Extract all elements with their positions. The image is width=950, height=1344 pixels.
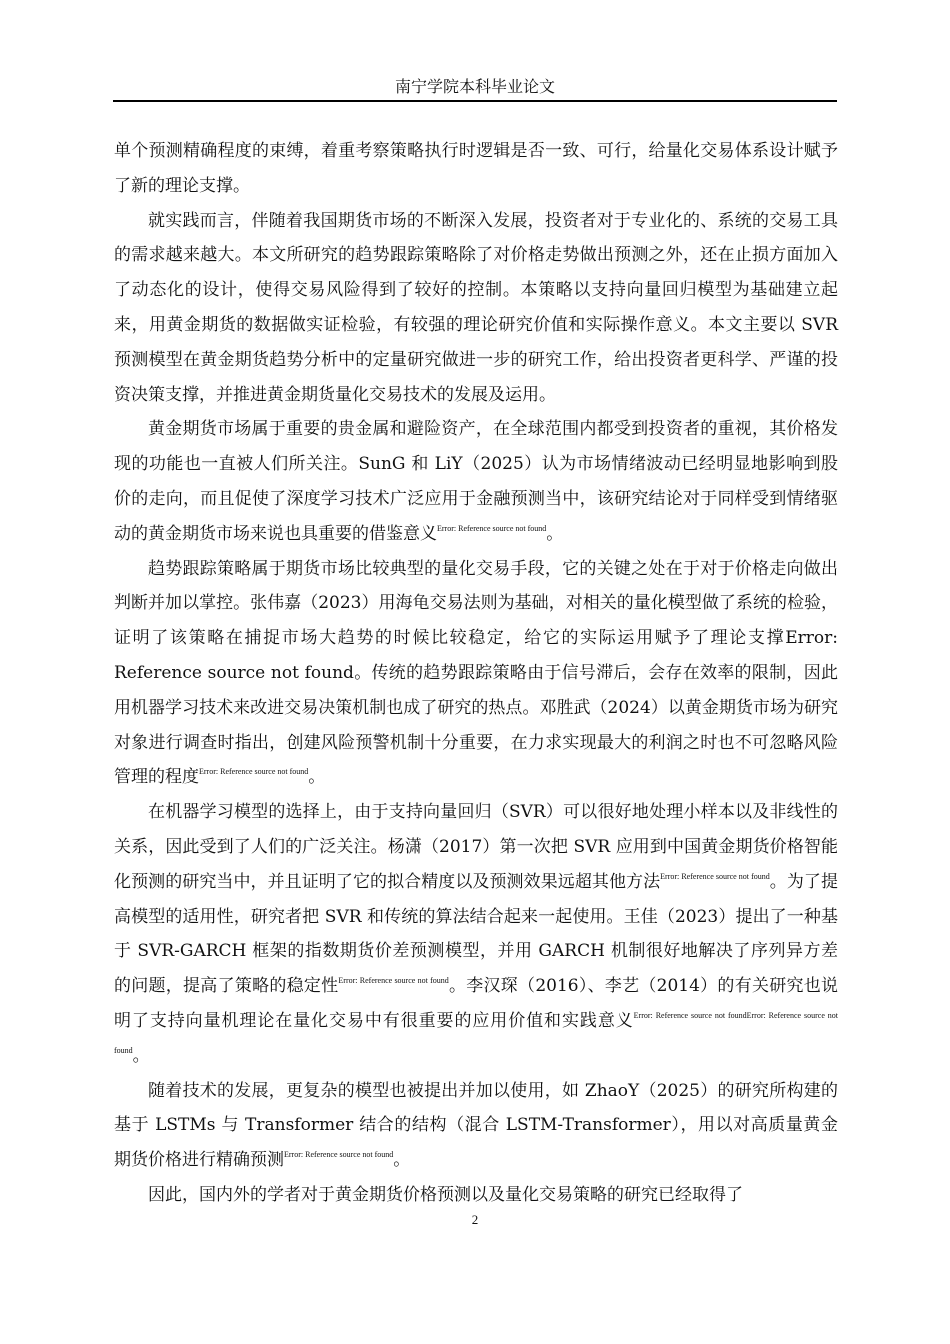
citation-reference: Error: Reference source not found bbox=[284, 1150, 394, 1160]
paragraph-text: 就实践而言，伴随着我国期货市场的不断深入发展，投资者对于专业化的、系统的交易工具的需求越来越大。本文所研究的趋势跟踪策略除了对价格走势做出预测之外，还在止损方面加入了动态化的设计，使得交易风险得到了较好的控制。本策略以支持向量回归模型为基础建立起来，用黄金期货的数据做实证检验，有较强的理论研究价值和实际操作意义。本文主要以 SVR 预测模型在黄金期货趋势分析中的定量研究做进一步的研究工作，给出投资者更科学、严谨的投资决策支撑，并推进黄金期货量化交易技术的发展及运用。 bbox=[114, 210, 838, 405]
paragraph-text: 。 bbox=[308, 767, 326, 788]
body-paragraph bbox=[114, 795, 838, 1073]
paragraph-text: 黄金期货市场属于重要的贵金属和避险资产，在全球范围内都受到投资者的重视，其价格发现的功能也一直被人们所关注。SunG 和 LiY（2025）认为市场情绪波动已经明显地影响到股价的走向，而且促使了深度学习技术广泛应用于金融预测当中，该研究结论对于同样受到情绪驱动的黄金期货市场来说也具重要的借鉴意义 bbox=[114, 419, 838, 544]
header-divider bbox=[113, 100, 837, 102]
paragraph-text: 因此，国内外的学者对于黄金期货价格预测以及量化交易策略的研究已经取得了 bbox=[148, 1184, 743, 1205]
paragraph-text: 在机器学习模型的选择上，由于支持向量回归（SVR）可以很好地处理小样本以及非线性的关系，因此受到了人们的广泛关注。杨潇（2017）第一次把 SVR 应用到中国黄金期货价格智能化预测的研究当中，并且证明了它的拟合精度以及预测效果远超其他方法 bbox=[114, 802, 838, 892]
paragraph-text: 。 bbox=[132, 1045, 150, 1066]
paragraph-text: 。为了提高模型的适用性，研究者把 SVR 和传统的算法结合起来一起使用。王佳（2023）提出了一种基于 SVR-GARCH 框架的指数期货价差预测模型，并用 GARCH 机制很好地解决了序列异方差的问题，提高了策略的稳定性 bbox=[114, 871, 839, 997]
page-number: 2 bbox=[471, 1212, 479, 1227]
paragraph-text: 单个预测精确程度的束缚，着重考察策略执行时逻辑是否一致、可行，给量化交易体系设计赋予了新的理论支撑。 bbox=[114, 141, 838, 196]
paragraph-text: 随着技术的发展，更复杂的模型也被提出并加以使用，如 ZhaoY（2025）的研究所构建的基于 LSTMs 与 Transformer 结合的结构（混合 LSTM-Transformer），用以对高质量黄金期货价格进行精确预测 bbox=[114, 1080, 838, 1171]
citation-reference: Error: Reference source not found bbox=[338, 976, 449, 986]
body-paragraph bbox=[114, 134, 838, 204]
body-paragraph bbox=[114, 412, 838, 551]
body-paragraph bbox=[114, 204, 838, 413]
citation-reference: Error: Reference source not foundError: Reference source not found bbox=[114, 1010, 839, 1055]
body-paragraph bbox=[114, 1074, 838, 1178]
body-paragraph bbox=[114, 552, 838, 796]
paragraph-text: 。 bbox=[546, 523, 564, 544]
citation-reference: Error: Reference source not found bbox=[660, 871, 770, 881]
paragraph-text: 。李汉琛（2016）、李艺（2014）的有关研究也说明了支持向量机理论在量化交易中有很重要的应用价值和实践意义 bbox=[114, 976, 839, 1031]
running-header: 南宁学院本科毕业论文 bbox=[394, 77, 555, 96]
paragraph-text: 趋势跟踪策略属于期货市场比较典型的量化交易手段，它的关键之处在于对于价格走向做出判断并加以掌控。张伟嘉（2023）用海龟交易法则为基础，对相关的量化模型做了系统的检验，证明了该策略在捕捉市场大趋势的时候比较稳定，给它的实际运用赋予了理论支撑Error: Reference source not found。传统的趋势跟踪策略由于信号滞后，会存在效率的限制，因此用机器学习技术来改进交易决策机制也成了研究的热点。邓胜武（2024）以黄金期货市场为研究对象进行调查时指出，创建风险预警机制十分重要，在力求实现最大的利润之时也不可忽略风险管理的程度 bbox=[114, 558, 838, 788]
paragraph-text: 。 bbox=[393, 1150, 411, 1171]
body-text bbox=[114, 134, 838, 1213]
body-paragraph bbox=[114, 1178, 838, 1213]
citation-reference: Error: Reference source not found bbox=[437, 523, 547, 533]
citation-reference: Error: Reference source not found bbox=[199, 767, 309, 777]
